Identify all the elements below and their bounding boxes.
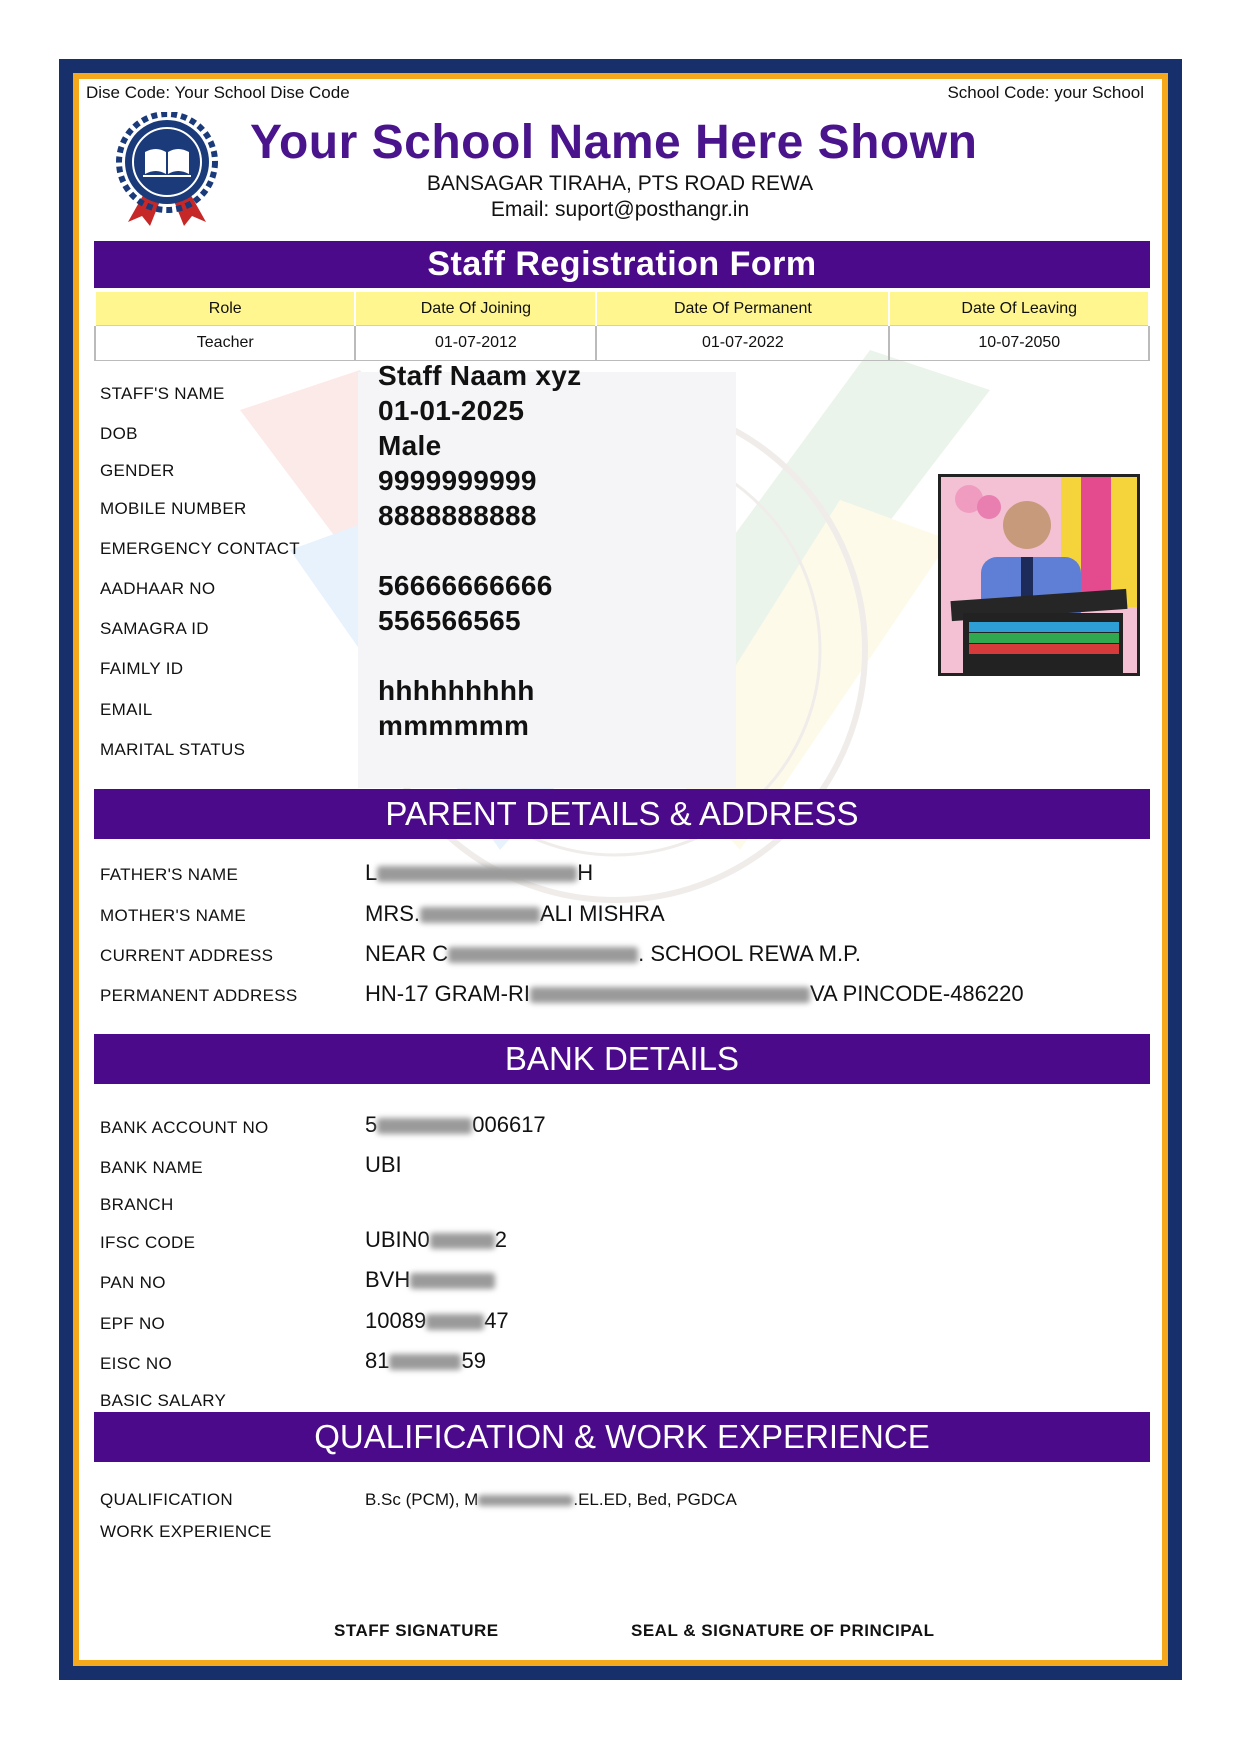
form-title: Staff Registration Form (427, 245, 817, 283)
label-emergency-contact: EMERGENCY CONTACT (100, 539, 300, 558)
header-date-of-joining: Date Of Joining (355, 291, 596, 326)
service-table (94, 290, 1150, 361)
email-value: hhhhhhhhh (378, 675, 535, 706)
label-qualification: QUALIFICATION (100, 1490, 233, 1509)
date-of-joining-value: 01-07-2012 (355, 326, 596, 361)
staff-signature-label: STAFF SIGNATURE (334, 1621, 499, 1640)
emergency-contact-value: 8888888888 (378, 500, 537, 531)
service-table-row (95, 326, 1149, 361)
label-aadhaar-no: AADHAAR NO (100, 579, 216, 598)
school-address: BANSAGAR TIRAHA, PTS ROAD REWA (426, 172, 814, 195)
label-eisc-no: EISC NO (100, 1354, 173, 1373)
gender-value: Male (378, 430, 442, 461)
permanent-address-value: HN-17 GRAM-RI VA PINCODE-486220 (365, 981, 1024, 1006)
label-current-address: CURRENT ADDRESS (100, 946, 274, 965)
marital-status-value: mmmmmm (378, 710, 530, 741)
current-address-value: NEAR C . SCHOOL REWA M.P. (365, 941, 862, 966)
label-bank-account-no: BANK ACCOUNT NO (100, 1118, 269, 1137)
label-father-name: FATHER'S NAME (100, 865, 239, 884)
eisc-no-value: 81 59 (365, 1348, 486, 1373)
school-code: School Code: your School (947, 83, 1144, 102)
mobile-number-value: 9999999999 (378, 465, 537, 496)
bank-section-title: BANK DETAILS (504, 1040, 740, 1077)
father-name-value: L H (365, 860, 594, 885)
staff-name-value: Staff Naam xyz (378, 360, 582, 391)
label-bank-name: BANK NAME (100, 1158, 203, 1177)
label-basic-salary: BASIC SALARY (100, 1391, 227, 1410)
header-date-of-leaving: Date Of Leaving (889, 291, 1149, 326)
bank-account-value: 5 006617 (365, 1112, 546, 1137)
parent-section-bar (94, 789, 1150, 839)
label-branch: BRANCH (100, 1195, 174, 1214)
pan-no-value: BVH (365, 1267, 495, 1293)
samagra-id-value: 556566565 (378, 605, 521, 636)
ifsc-code-value: UBIN0 2 (365, 1227, 508, 1252)
staff-photo (938, 474, 1140, 676)
qualification-section-bar (94, 1412, 1150, 1462)
label-gender: GENDER (100, 461, 175, 480)
label-ifsc-code: IFSC CODE (100, 1233, 196, 1252)
label-samagra-id: SAMAGRA ID (100, 619, 209, 638)
label-family-id: FAIMLY ID (100, 659, 184, 678)
label-staff-name: STAFF'S NAME (100, 384, 225, 403)
label-epf-no: EPF NO (100, 1314, 166, 1333)
qualification-section-title: QUALIFICATION & WORK EXPERIENCE (314, 1418, 930, 1455)
label-marital-status: MARITAL STATUS (100, 740, 246, 759)
principal-signature-label: SEAL & SIGNATURE OF PRINCIPAL (631, 1621, 935, 1640)
header-date-of-permanent: Date Of Permanent (596, 291, 889, 326)
service-table-header (95, 291, 1149, 326)
dob-value: 01-01-2025 (378, 395, 525, 426)
label-email: EMAIL (100, 700, 153, 719)
bank-section-bar (94, 1034, 1150, 1084)
aadhaar-no-value: 56666666666 (378, 570, 553, 601)
school-email: Email: suport@posthangr.in (490, 198, 750, 221)
form-title-bar (94, 241, 1150, 288)
label-dob: DOB (100, 424, 138, 443)
role-value: Teacher (95, 326, 355, 361)
school-logo-icon (98, 112, 236, 227)
label-mobile-number: MOBILE NUMBER (100, 499, 247, 518)
school-name: Your School Name Here Shown (250, 116, 978, 169)
date-of-leaving-value: 10-07-2050 (889, 326, 1149, 361)
mother-name-value: MRS. ALI MISHRA (365, 901, 665, 926)
bank-name-value: UBI (365, 1152, 402, 1177)
header-role: Role (95, 291, 355, 326)
qualification-value: B.Sc (PCM), M .EL.ED, Bed, PGDCA (365, 1490, 737, 1509)
date-of-permanent-value: 01-07-2022 (596, 326, 889, 361)
dise-code: Dise Code: Your School Dise Code (86, 83, 350, 102)
label-work-experience: WORK EXPERIENCE (100, 1522, 272, 1541)
label-permanent-address: PERMANENT ADDRESS (100, 986, 298, 1005)
label-mother-name: MOTHER'S NAME (100, 906, 246, 925)
epf-no-value: 10089 47 (365, 1308, 509, 1333)
parent-section-title: PARENT DETAILS & ADDRESS (385, 795, 859, 832)
label-pan-no: PAN NO (100, 1273, 166, 1292)
